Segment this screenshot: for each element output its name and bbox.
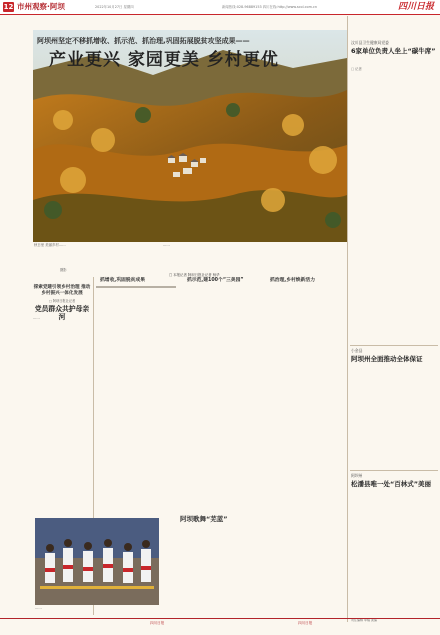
article-body-text <box>96 286 346 510</box>
right-column-divider <box>347 16 348 622</box>
feature-byline: □ 本报记者 阿坝日报社记者 杨华 <box>169 273 220 277</box>
feature-kicker: 阿坝州坚定不移抓增收、抓示范、抓治理,巩固拓展脱贫攻坚成果—— <box>37 37 250 45</box>
page-number: 12 <box>3 3 14 11</box>
subhead-demonstration: 抓示范,建100个“三美园” <box>187 278 244 283</box>
editor-credits: 责任编辑 审稿 美编 <box>351 618 377 622</box>
issue-date: 2022年10月27日 星期四 <box>95 5 134 9</box>
section-title: 市州观察·阿坝 <box>17 2 65 11</box>
right-story2-title: 阿坝州全面推动全体保证 <box>351 355 423 363</box>
right-story1-kicker: 汶川县卫生健康局党委 <box>351 40 389 45</box>
left-story-kicker: 探索党建引领乡村治理 推动乡村振兴一体化发展 <box>33 285 91 296</box>
subhead-increase-income: 抓增收,巩固脱贫成果 <box>100 278 145 283</box>
photo-credit: 摄影 <box>60 268 67 272</box>
dance-photo <box>35 518 159 605</box>
masthead-logo: 四川日报 <box>397 2 434 12</box>
right-story3-kicker: 阿坝州 <box>351 473 363 478</box>
footer-right-logo: 四川日报 <box>298 621 313 625</box>
page-header <box>0 0 440 15</box>
subhead-governance: 抓治理,乡村焕新活力 <box>270 278 315 283</box>
right-story3-title: 松潘县唯一处“百林式”美丽 <box>351 480 432 488</box>
dance-photo-caption: …… <box>35 606 42 610</box>
tibetan-dance-scene <box>35 518 159 605</box>
right-rule-2 <box>350 470 438 471</box>
right-rule-1 <box>350 345 438 346</box>
right-story1-title: 6家单位负责人坐上“碳牛席” <box>351 47 436 55</box>
left-story-body: …… <box>33 316 40 320</box>
left-story-byline: □ 阿坝日报社记者 <box>48 299 76 303</box>
feature-headline: 产业更兴 家园更美 乡村更优 <box>49 50 279 70</box>
contact-line: 新闻热线:028-96889153 四川在线:http://www.scol.com.cn <box>222 5 317 9</box>
left-story-title: 党员群众共护母亲河 <box>34 305 90 321</box>
photo-caption: 秋日里 美丽乡村…… <box>34 243 66 247</box>
feature-intro: …… <box>163 243 170 247</box>
right-story1-byline: □ 记者 <box>351 67 362 71</box>
footer-left-logo: 四川日报 <box>150 621 165 625</box>
right-story2-kicker: 小金县 <box>351 348 363 353</box>
bottom-feature-title: 阿坝歌舞“芜蓝” <box>180 515 228 523</box>
footer-rule <box>0 618 440 619</box>
